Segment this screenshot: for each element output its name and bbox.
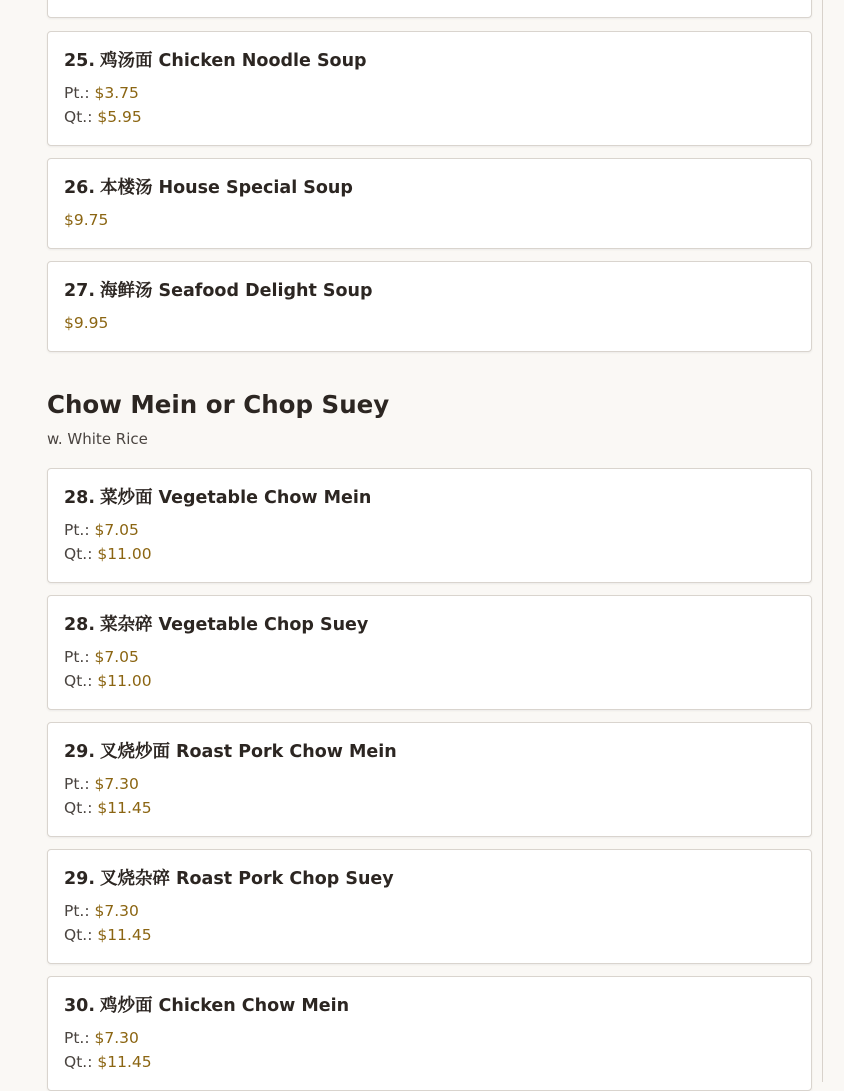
price-single [64,211,108,229]
price-value: $11.00 [97,545,152,563]
price-quart [64,799,152,817]
price-value: $11.00 [97,672,152,690]
price-pint [64,648,139,666]
menu-item-number: 27. [64,281,96,301]
menu-item-name: Seafood Delight Soup [158,281,373,301]
price-pint [64,521,139,539]
menu-item-name: Chicken Chow Mein [158,996,350,1016]
price-quart [64,926,152,944]
menu-item-name: Chicken Noodle Soup [158,51,367,71]
price-value: $7.05 [94,648,139,666]
menu-item-name: Roast Pork Chow Mein [176,742,397,762]
menu-item-number: 30. [64,996,96,1016]
price-value: $7.30 [94,1029,139,1047]
price-label: Pt.: [64,775,90,793]
price-quart [64,108,142,126]
menu-item-number: 28. [64,615,96,635]
menu-item-title [64,47,367,72]
menu-item-title [64,738,397,763]
menu-item-chinese-name: 叉烧杂碎 [100,869,171,889]
price-label: Qt.: [64,926,93,944]
price-quart [64,545,152,563]
price-value: $5.95 [97,108,142,126]
price-label: Qt.: [64,1053,93,1071]
menu-item-card[interactable] [47,158,812,249]
price-value: $9.95 [64,314,109,332]
menu-item-title [64,174,353,199]
menu-item-card[interactable] [47,849,812,964]
price-pint [64,84,139,102]
price-value: $7.30 [94,775,139,793]
menu-item-title [64,992,349,1017]
section-title: Chow Mein or Chop Suey [47,390,390,419]
menu-item-card[interactable] [47,595,812,710]
menu-item-card[interactable] [47,261,812,352]
menu-item-card[interactable] [47,468,812,583]
menu-item-chinese-name: 鸡汤面 [100,51,153,71]
menu-item-name: Vegetable Chop Suey [158,615,369,635]
menu-item-card[interactable] [47,722,812,837]
menu-item-chinese-name: 本楼汤 [100,178,153,198]
price-value: $11.45 [97,1053,152,1071]
price-label: Qt.: [64,545,93,563]
price-label: Pt.: [64,521,90,539]
menu-item-number: 29. [64,869,96,889]
price-label: Qt.: [64,799,93,817]
menu-item-name: Roast Pork Chop Suey [176,869,394,889]
price-label: Pt.: [64,84,90,102]
menu-item-chinese-name: 叉烧炒面 [100,742,171,762]
menu-item-number: 29. [64,742,96,762]
price-label: Qt.: [64,108,93,126]
menu-item-title [64,611,368,636]
menu-item-card-partial [47,0,812,18]
menu-item-card[interactable] [47,31,812,146]
menu-item-number: 25. [64,51,96,71]
price-value: $3.75 [94,84,139,102]
price-label: Qt.: [64,672,93,690]
price-label: Pt.: [64,1029,90,1047]
price-value: $11.45 [97,926,152,944]
price-value: $9.75 [64,211,109,229]
menu-item-card[interactable] [47,976,812,1091]
price-pint [64,1029,139,1047]
price-single [64,314,108,332]
price-pint [64,775,139,793]
price-value: $7.30 [94,902,139,920]
price-quart [64,672,152,690]
price-value: $7.05 [94,521,139,539]
price-quart [64,1053,152,1071]
menu-item-chinese-name: 鸡炒面 [100,996,153,1016]
menu-item-chinese-name: 海鲜汤 [100,281,153,301]
menu-item-chinese-name: 菜炒面 [100,488,153,508]
menu-item-title [64,484,371,509]
price-value: $11.45 [97,799,152,817]
price-pint [64,902,139,920]
price-label: Pt.: [64,902,90,920]
menu-item-title [64,865,394,890]
menu-item-number: 28. [64,488,96,508]
price-label: Pt.: [64,648,90,666]
menu-item-name: House Special Soup [158,178,353,198]
menu-item-chinese-name: 菜杂碎 [100,615,153,635]
menu-item-name: Vegetable Chow Mein [158,488,372,508]
menu-item-number: 26. [64,178,96,198]
menu-item-title [64,277,373,302]
section-subtitle: w. White Rice [47,430,148,448]
